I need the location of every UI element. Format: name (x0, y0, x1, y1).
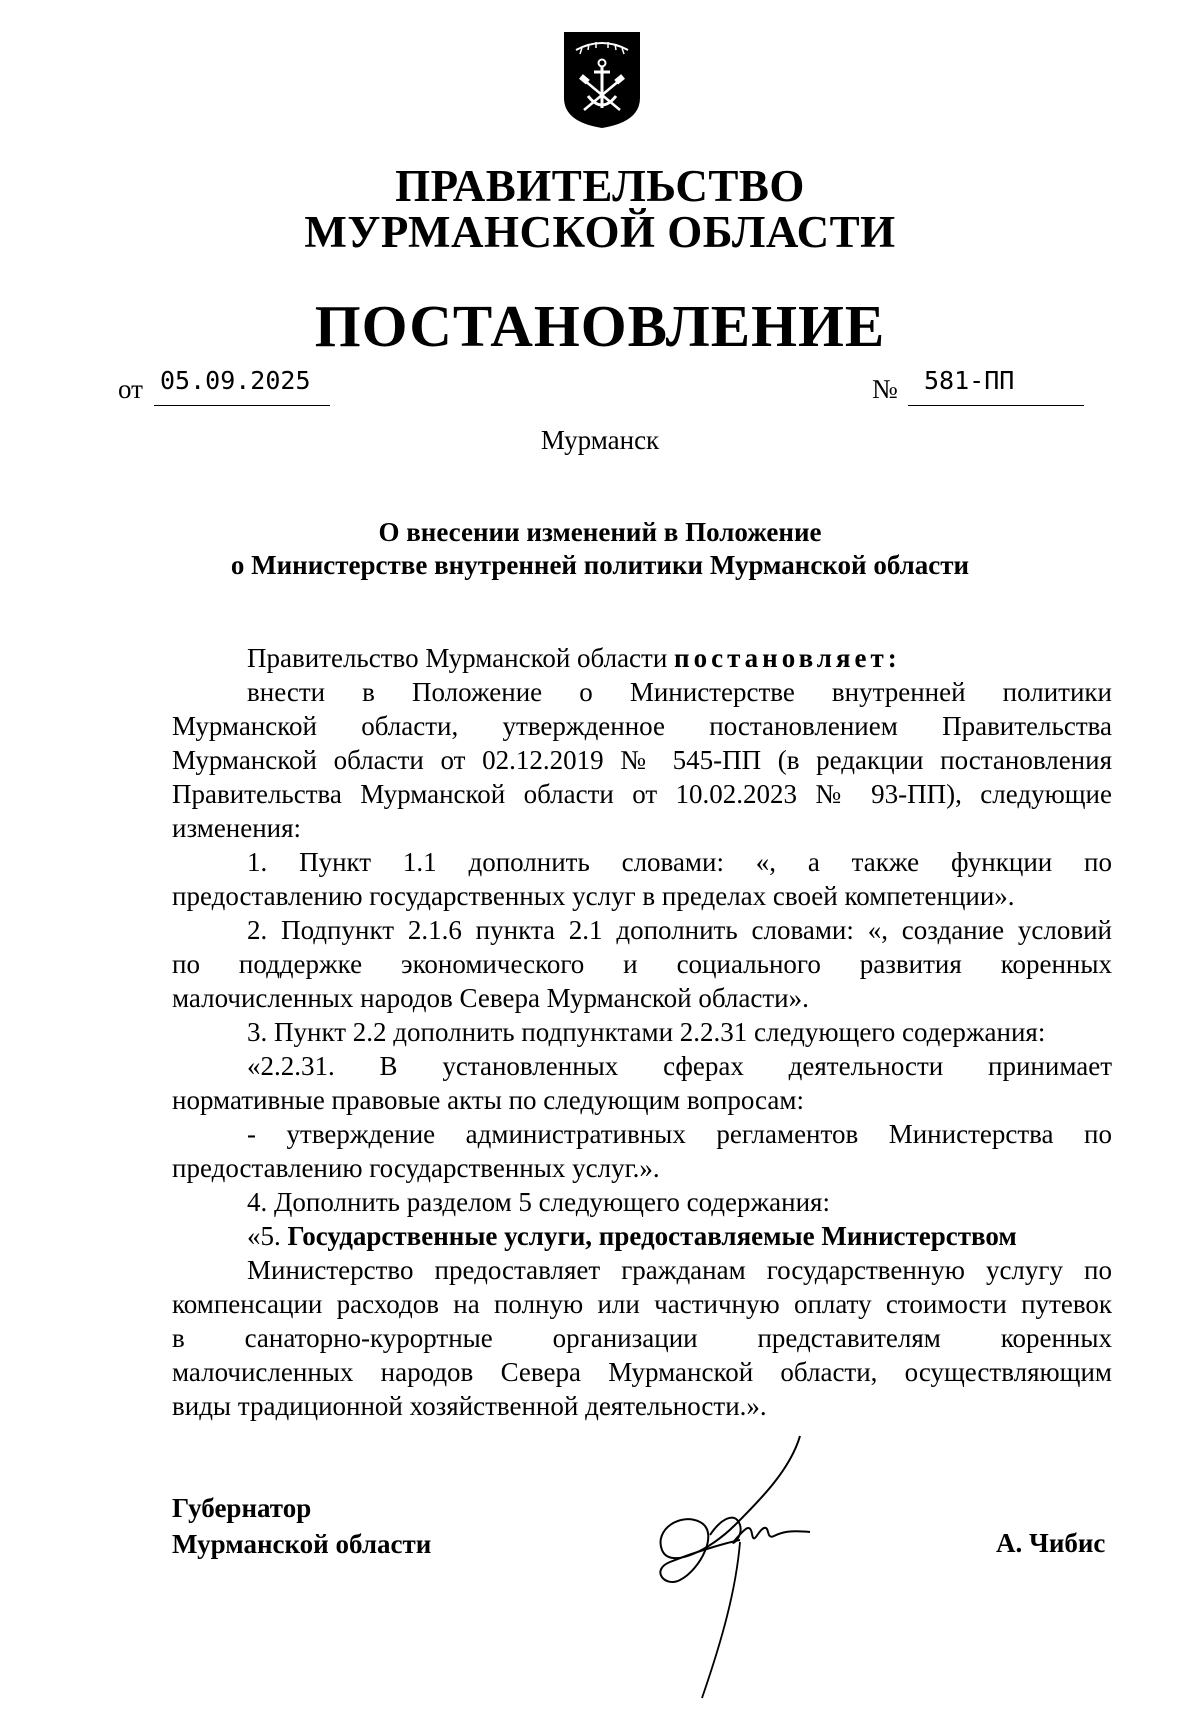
org-name-line2: МУРМАНСКОЙ ОБЛАСТИ (304, 207, 896, 257)
item3-quote-line: «2.2.31. В установленных сферах деятельности принимает (247, 1051, 1112, 1081)
intro-decision-word: постановляет: (674, 643, 901, 673)
section5-prefix: «5. (247, 1221, 288, 1251)
document-title-line1: О внесении изменений в Положение (378, 517, 822, 547)
paragraph-line: изменения: (172, 813, 302, 843)
document-type: ПОСТАНОВЛЕНИЕ (314, 293, 886, 359)
item3-dash-line: предоставлению государственных услуг.». (172, 1153, 660, 1183)
signatory-position-line2: Мурманской области (172, 1529, 432, 1559)
number-block (872, 366, 1015, 405)
date-block (118, 366, 311, 405)
signatory-name: А. Чибис (996, 1528, 1106, 1558)
murmansk-coat-of-arms-icon (562, 30, 642, 130)
section5-line: виды традиционной хозяйственной деятельности.». (172, 1391, 767, 1421)
section5-line: малочисленных народов Севера Мурманской области, осуществляющим (172, 1357, 1112, 1387)
section5-heading (172, 1219, 1112, 1253)
section5-title: Государственные услуги, предоставляемые Министерством (287, 1221, 1017, 1251)
item3-dash-line: - утверждение административных регламентов Министерства по (247, 1119, 1112, 1149)
intro-paragraph (172, 641, 1112, 675)
document-date: 05.09.2025 (154, 366, 330, 406)
item1-line: 1. Пункт 1.1 дополнить словами: «, а также функции по (247, 847, 1112, 877)
item2-line: 2. Подпункт 2.1.6 пункта 2.1 дополнить словами: «, создание условий (247, 915, 1112, 945)
intro-text: Правительство Мурманской области (247, 643, 675, 673)
document-title-line2: о Министерстве внутренней политики Мурманской области (230, 550, 970, 580)
paragraph-line: Правительства Мурманской области от 10.02.2023 № 93-ПП), следующие (172, 779, 1112, 809)
city: Мурманск (540, 425, 660, 455)
handwritten-signature-icon (640, 1430, 870, 1710)
document-number: 581-ПП (908, 366, 1084, 406)
paragraph-line: Мурманской области, утвержденное постановлением Правительства (172, 711, 1112, 741)
paragraph-line: внести в Положение о Министерстве внутренней политики (247, 677, 1112, 707)
item3-quote-line: нормативные правовые акты по следующим вопросам: (172, 1085, 804, 1115)
signatory-position-line1: Губернатор (172, 1493, 312, 1523)
item3-line: 3. Пункт 2.2 дополнить подпунктами 2.2.31 следующего содержания: (247, 1017, 1046, 1047)
document-body (172, 641, 1112, 1423)
signatory-position (172, 1490, 431, 1562)
section5-line: компенсации расходов на полную или частичную оплату стоимости путевок (172, 1289, 1112, 1319)
date-prefix: от (118, 374, 143, 404)
section5-line: в санаторно-курортные организации представителям коренных (172, 1323, 1112, 1353)
org-name-line1: ПРАВИТЕЛЬСТВО (395, 161, 805, 211)
paragraph-line: Мурманской области от 02.12.2019 № 545-ПП (в редакции постановления (172, 745, 1112, 775)
item1-line: предоставлению государственных услуг в пределах своей компетенции». (172, 881, 1015, 911)
item2-line: по поддержке экономического и социального развития коренных (172, 949, 1112, 979)
item4-line: 4. Дополнить разделом 5 следующего содержания: (247, 1187, 830, 1217)
section5-line: Министерство предоставляет гражданам государственную услугу по (247, 1255, 1112, 1285)
item2-line: малочисленных народов Севера Мурманской области». (172, 983, 809, 1013)
number-prefix: № (872, 374, 898, 404)
